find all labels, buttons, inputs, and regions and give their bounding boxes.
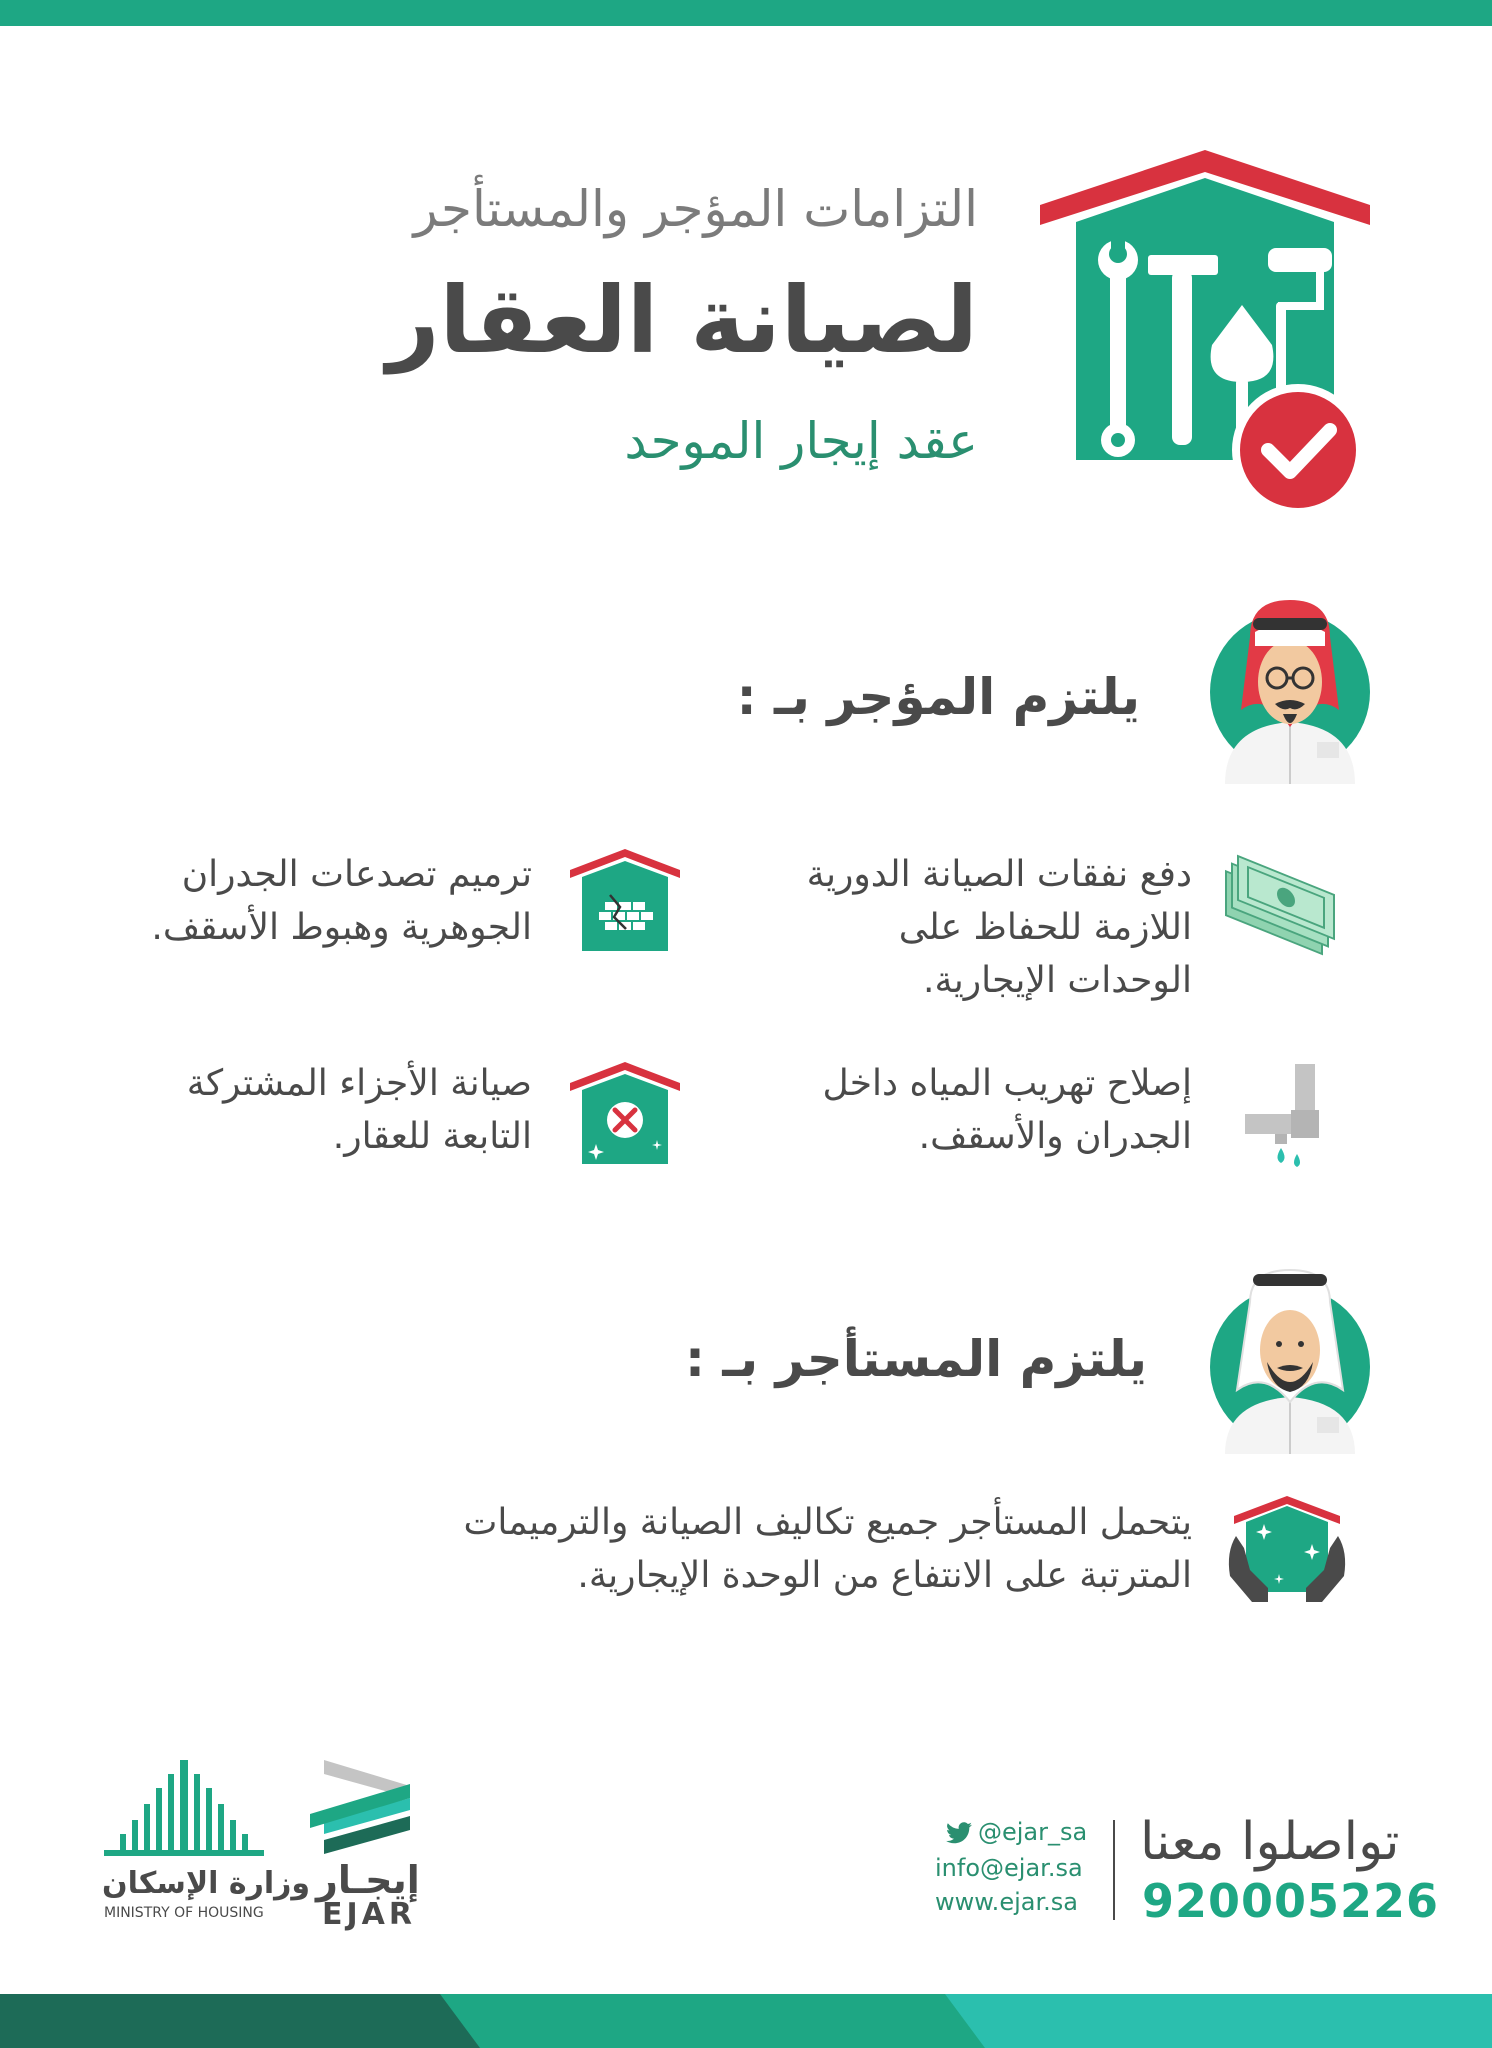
contact-phone[interactable]: 920005226 [1142,1874,1440,1928]
tenant-avatar [1205,1262,1375,1454]
landlord-heading: يلتزم المؤجر بـ : [736,668,1140,726]
landlord-item-text: صيانة الأجزاء المشتركة التابعة للعقار. [186,1063,532,1157]
hands-house-icon [1222,1492,1352,1612]
landlord-item-text: دفع نفقات الصيانة الدورية اللازمة للحفاظ على الوحدات الإيجارية. [806,854,1192,1001]
tenant-heading: يلتزم المستأجر بـ : [684,1330,1147,1388]
ministry-logo-arabic: وزارة الإسكان [102,1866,311,1901]
cracked-wall-house-icon [570,845,680,955]
landlord-item-text: إصلاح تهريب المياه داخل الجدران والأسقف. [822,1063,1192,1157]
money-icon [1218,848,1358,958]
landlord-avatar [1205,592,1375,784]
ministry-logo-mark [104,1760,264,1864]
header-subtitle-top: التزامات المؤجر والمستأجر [413,180,978,238]
tenant-item-text: يتحمل المستأجر جميع تكاليف الصيانة والترميمات المترتبة على الانتفاع من الوحدة الإيجارية. [463,1502,1192,1596]
ejar-logo-arabic: إيجـار [316,1858,420,1902]
twitter-icon [946,1822,972,1844]
ministry-logo-english: MINISTRY OF HOUSING [104,1905,264,1921]
bottom-decorative-band [0,1994,1492,2048]
page-title: لصيانة العقار [386,267,978,374]
ejar-logo-mark [310,1760,414,1858]
top-accent-bar [0,0,1492,26]
maintenance-house-icon [1040,150,1370,520]
leaking-pipe-icon [1245,1062,1335,1172]
landlord-item-text: ترميم تصدعات الجدران الجوهرية وهبوط الأسقف. [151,854,532,948]
header-subtitle-bottom: عقد إيجار الموحد [624,412,978,470]
twitter-handle[interactable]: @ejar_sa [978,1818,1088,1846]
ejar-logo-english: EJAR [322,1897,416,1932]
contact-title: تواصلوا معنا [1140,1812,1400,1872]
tools-house-icon [568,1058,688,1168]
contact-divider [1113,1820,1115,1920]
contact-website[interactable]: www.ejar.sa [935,1888,1078,1916]
contact-email[interactable]: info@ejar.sa [935,1854,1083,1882]
